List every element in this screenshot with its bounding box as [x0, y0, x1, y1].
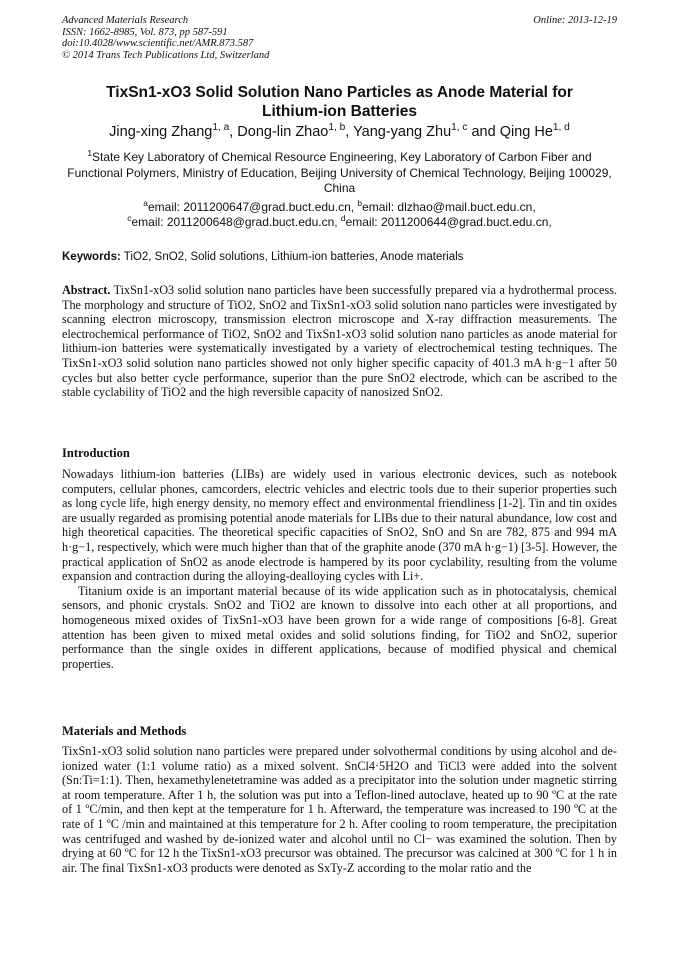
- author-name: Jing-xing Zhang: [109, 124, 213, 140]
- author-list: [62, 123, 617, 141]
- author-affil-mark: 1, a: [212, 122, 230, 134]
- doi-line: doi:10.4028/www.scientific.net/AMR.873.587: [62, 38, 254, 49]
- email-line-1: [62, 200, 617, 215]
- keywords-label: Keywords:: [62, 251, 121, 263]
- keywords: [62, 250, 617, 264]
- author-name: Qing He: [499, 124, 553, 140]
- affiliation: [62, 150, 617, 197]
- introduction-body: [62, 467, 617, 671]
- email-c: email: 2011200648@grad.buct.edu.cn,: [131, 214, 341, 229]
- keywords-text: TiO2, SnO2, Solid solutions, Lithium-ion batteries, Anode materials: [123, 251, 464, 263]
- methods-body: [62, 744, 617, 875]
- author-conjunction: and: [467, 124, 500, 140]
- author-affil-mark: 1, b: [328, 122, 346, 134]
- author-emails: [62, 200, 617, 229]
- abstract: [62, 283, 617, 400]
- title-line-2: Lithium-ion Batteries: [261, 103, 417, 120]
- email-mark: a: [143, 198, 148, 208]
- email-mark: c: [127, 212, 132, 223]
- author-affil-mark: 1, c: [451, 122, 468, 134]
- email-b: email: dlzhao@mail.buct.edu.cn,: [362, 200, 536, 214]
- affiliation-mark: 1: [87, 148, 93, 158]
- introduction-heading: Introduction: [62, 446, 130, 460]
- methods-heading: Materials and Methods: [62, 724, 187, 738]
- online-date: Online: 2013-12-19: [533, 15, 617, 26]
- copyright-line: © 2014 Trans Tech Publications Ltd, Switzerland: [62, 49, 270, 61]
- journal-name: Advanced Materials Research: [62, 15, 189, 26]
- abstract-label: Abstract.: [62, 283, 111, 297]
- paragraph: Nowadays lithium-ion batteries (LIBs) are widely used in various electronic devices, such as notebook computers, cellular phones, camcorders, electric vehicles and electric tools due to their superior properties such as long cycle life, high energy density, no memory effect and environmental friendliness [1-2]. Tin and tin oxides are usually regarded as promising potential anode materials for LIBs due to their natural abundance, low cost and high theoretical capacities. The theoretical specific capacities of SnO2, SnO and Sn are 782, 875 and 994 mA h·g−1, respectively, which were much higher than that of the graphite anode (370 mA h·g−1) [3-5]. However, the practical application of SnO2 as anode electrode is hampered by its poor cyclability, resulting from the volume expansion and contraction during the alloying-dealloying cycles with Li+.: [62, 467, 617, 584]
- title-line-1: TixSn1-xO3 Solid Solution Nano Particles as Anode Material for: [106, 84, 573, 101]
- affiliation-text: State Key Laboratory of Chemical Resource Engineering, Key Laboratory of Carbon Fiber and Functional Polymers, Ministry of Education, Beijing University of Chemical Technology, Beijing 100029, China: [67, 150, 612, 196]
- paragraph: Titanium oxide is an important material because of its wide application such as in photocatalysis, chemical sensors, and phonic crystals. SnO2 and TiO2 are known to dissolve into each other at all proportions, and homogeneous mixed oxides of TixSn1-xO3 have been grown for a wide range of compositions [6-8]. Great attention has been given to mixed metal oxides and solid solutions finding, for TiO2 and SnO2, superior performance than the single oxides in different applications, because of modified physical and chemical properties.: [62, 583, 617, 671]
- journal-header: [62, 15, 617, 61]
- email-line-2: [62, 212, 617, 230]
- author-affil-mark: 1, d: [552, 122, 570, 134]
- author-name: Dong-lin Zhao: [237, 124, 329, 140]
- abstract-text: TixSn1-xO3 solid solution nano particles have been successfully prepared via a hydrothermal process. The morphology and structure of TiO2, SnO2 and TixSn1-xO3 solid solution nano particles were investigated by scanning electron microscopy, transmission electron microscope and X-ray diffraction measurements. The electrochemical performance of TiO2, SnO2 and TixSn1-xO3 solid solution nano particles as anode material for lithium-ion batteries were systematically investigated by a variety of electrochemical testing techniques. The TixSn1-xO3 solid solution nano particles showed not only higher specific capacity of 401.3 mA h·g−1 after 50 cycles but also better cycle performance, superior than the pure SnO2 electrode, which can be ascribed to the stable cyclability of TiO2 and the high reversible capacity of nanosized SnO2.: [62, 283, 617, 400]
- email-a: email: 2011200647@grad.buct.edu.cn,: [147, 200, 358, 214]
- email-d: email: 2011200644@grad.buct.edu.cn,: [345, 214, 552, 229]
- email-mark: d: [340, 212, 346, 223]
- issn-line: ISSN: 1662-8985, Vol. 873, pp 587-591: [62, 26, 228, 38]
- email-mark: b: [357, 198, 363, 208]
- author-name: Yang-yang Zhu: [353, 124, 452, 140]
- author-separator: ,: [345, 124, 354, 140]
- author-separator: ,: [229, 124, 238, 140]
- paragraph: TixSn1-xO3 solid solution nano particles were prepared under solvothermal conditions by using alcohol and de-ionized water (1:1 volume ratio) as a mixed solvent. SnCl4·5H2O and TiCl3 were added into the solvent (Sn:Ti=1:1). Then, hexamethylenetetramine was added as a precipitator into the solution under magnetic stirring at room temperature. After 1 h, the solution was put into a Teflon-lined autoclave, heated up to 90 ºC at the rate of 1 ºC/min, and then kept at the temperature for 1 h. Afterward, the temperature was increased to 190 ºC at the rate of 1 ºC /min and maintained at this temperature for 2 h. After cooling to room temperature, the precipitation was centrifuged and washed by de-ionized water and alcohol until no Cl− was examined the solution. Then by drying at 60 ºC for 12 h the TixSn1-xO3 precursor was obtained. The precursor was calcined at 300 ºC for 1 h in air. The final TixSn1-xO3 products were denoted as SxTy-Z according to the molar ratio and the: [62, 744, 617, 875]
- paper-title: [62, 83, 617, 121]
